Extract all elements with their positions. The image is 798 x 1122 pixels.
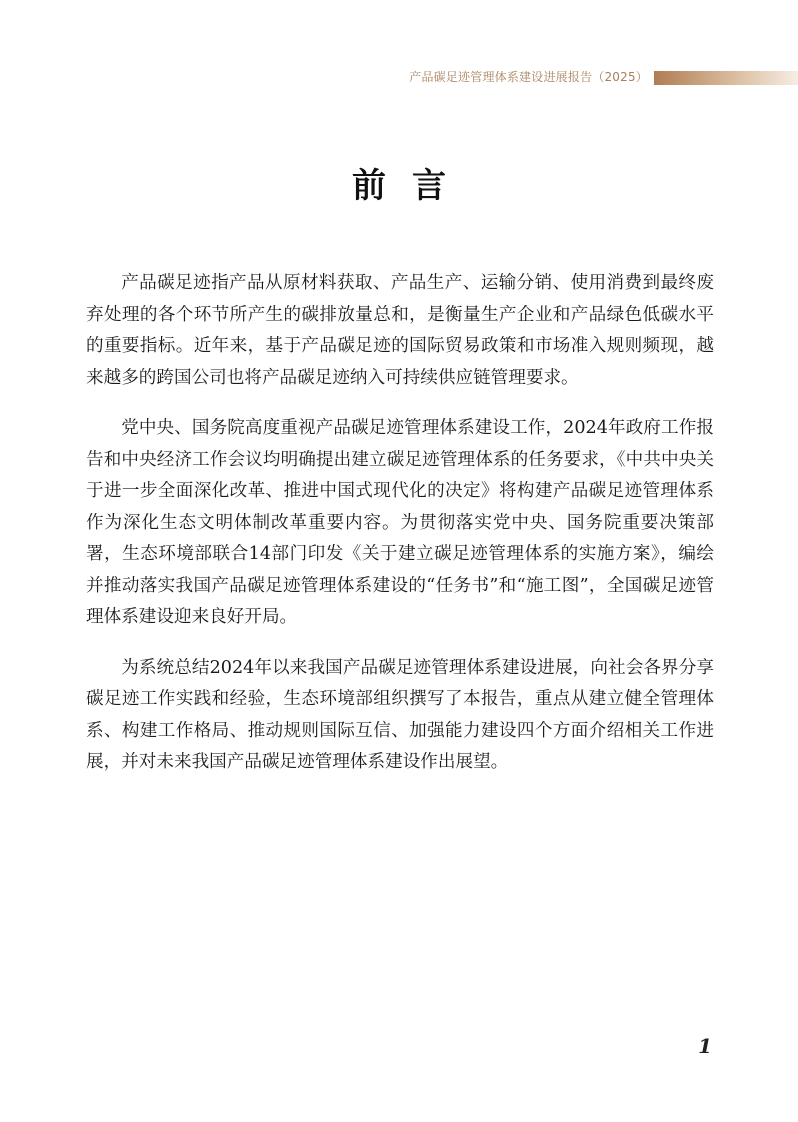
body-text	[86, 268, 714, 798]
paragraph-3: 为系统总结2024年以来我国产品碳足迹管理体系建设进展，向社会各界分享碳足迹工作实践和经验，生态环境部组织撰写了本报告，重点从建立健全管理体系、构建工作格局、推动规则国际互信、加强能力建设四个方面介绍相关工作进展，并对未来我国产品碳足迹管理体系建设作出展望。	[86, 657, 714, 772]
page-title: 前言	[352, 166, 472, 206]
paragraph-2: 党中央、国务院高度重视产品碳足迹管理体系建设工作，2024年政府工作报告和中央经济工作会议均明确提出建立碳足迹管理体系的任务要求，《中共中央关于进一步全面深化改革、推进中国式现代化的决定》将构建产品碳足迹管理体系作为深化生态文明体制改革重要内容。为贯彻落实党中央、国务院重要决策部署，生态环境部联合14部门印发《关于建立碳足迹管理体系的实施方案》，编绘并推动落实我国产品碳足迹管理体系建设的“任务书”和“施工图”，全国碳足迹管理体系建设迎来良好开局。	[86, 418, 714, 627]
running-header	[0, 66, 798, 88]
running-header-title: 产品碳足迹管理体系建设进展报告（2025）	[409, 70, 648, 84]
paragraph-1: 产品碳足迹指产品从原材料获取、产品生产、运输分销、使用消费到最终废弃处理的各个环节所产生的碳排放量总和，是衡量生产企业和产品绿色低碳水平的重要指标。近年来，基于产品碳足迹的国际贸易政策和市场准入规则频现，越来越多的跨国公司也将产品碳足迹纳入可持续供应链管理要求。	[86, 273, 714, 388]
page-number: 1	[698, 1034, 712, 1058]
header-accent-bar	[654, 71, 798, 85]
